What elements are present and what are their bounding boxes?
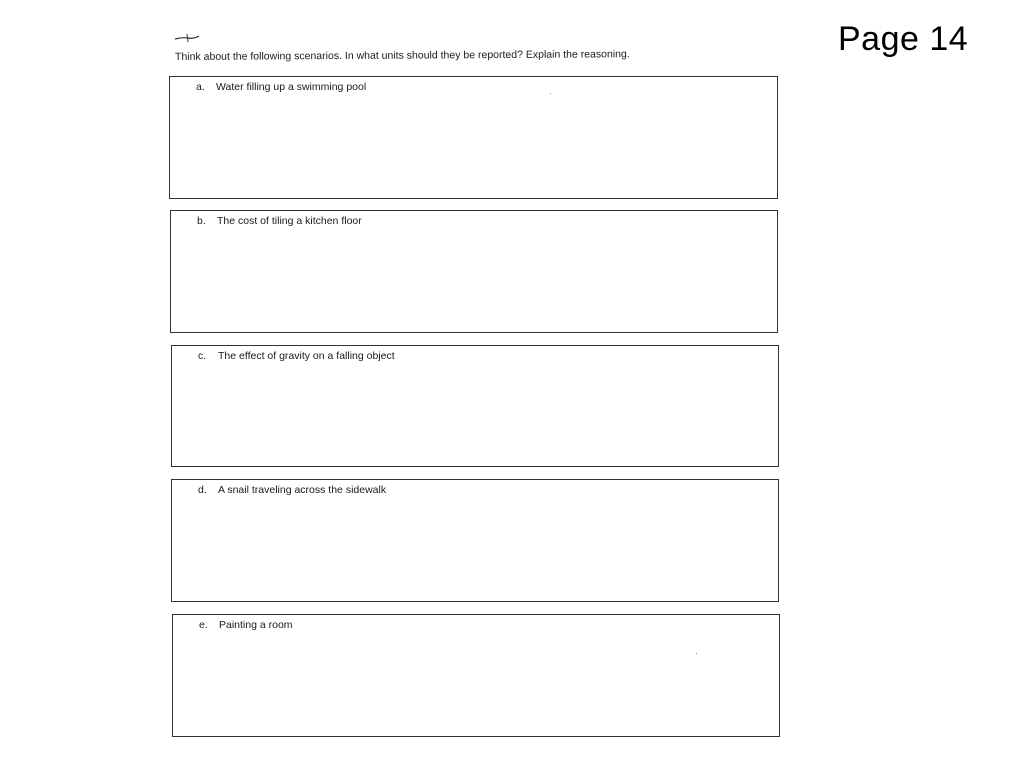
- answer-box-d[interactable]: [171, 479, 779, 602]
- scenario-letter: a.: [196, 81, 205, 93]
- scenario-label-d: [198, 484, 386, 496]
- scenario-text: Water filling up a swimming pool: [216, 81, 367, 93]
- scenario-text: Painting a room: [219, 619, 293, 631]
- scenario-label-e: [199, 619, 293, 631]
- paper-speck: [696, 653, 697, 654]
- worksheet-instructions: Think about the following scenarios. In what units should they be reported? Explain the reasoning.: [175, 48, 630, 63]
- handwritten-mark-icon: [174, 30, 200, 44]
- answer-box-b[interactable]: [170, 210, 778, 333]
- scenario-label-c: [198, 350, 395, 362]
- scenario-label-b: [197, 215, 362, 227]
- scenario-letter: e.: [199, 619, 208, 631]
- scenario-text: The cost of tiling a kitchen floor: [217, 215, 362, 227]
- answer-box-c[interactable]: [171, 345, 779, 467]
- answer-box-e[interactable]: [172, 614, 780, 737]
- scenario-text: A snail traveling across the sidewalk: [218, 484, 387, 496]
- scenario-letter: c.: [198, 350, 207, 362]
- paper-speck: [550, 93, 551, 94]
- scenario-text: The effect of gravity on a falling object: [218, 350, 395, 362]
- scenario-letter: d.: [198, 484, 207, 496]
- scenario-label-a: [196, 81, 366, 93]
- page-number-label: Page 14: [838, 20, 969, 58]
- answer-box-a[interactable]: [169, 76, 778, 199]
- scenario-letter: b.: [197, 215, 206, 227]
